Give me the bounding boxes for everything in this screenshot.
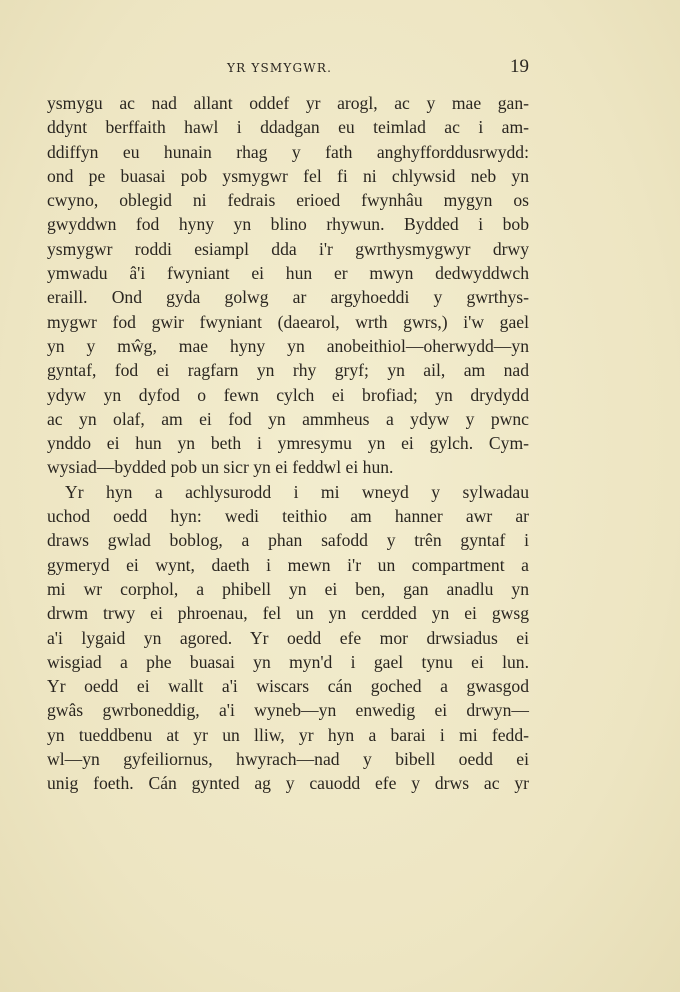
body-text xyxy=(47,91,529,796)
text-line: ond pe buasai pob ysmygwr fel fi ni chlywsid neb yn xyxy=(47,165,529,186)
running-head: YR YSMYGWR. xyxy=(227,61,333,75)
text-line: ddiffyn eu hunain rhag y fath anghyfforddusrwydd: xyxy=(47,141,529,162)
text-line: unig foeth. Cán gynted ag y cauodd efe y drws ac yr xyxy=(47,773,529,794)
text-line: gwâs gwrboneddig, a'i wyneb—yn enwedig ei drwyn— xyxy=(47,700,529,721)
text-line: wisgiad a phe buasai yn myn'd i gael tynu ei lun. xyxy=(47,651,529,672)
text-line: gyntaf, fod ei ragfarn yn rhy gryf; yn ail, am nad xyxy=(47,360,529,381)
text-line: cwyno, oblegid ni fedrais erioed fwynhâu mygyn os xyxy=(47,190,529,211)
page-header xyxy=(47,56,529,82)
text-line: gymeryd ei wynt, daeth i mewn i'r un compartment a xyxy=(47,554,529,575)
text-line: wl—yn gyfeiliornus, hwyrach—nad y bibell oedd ei xyxy=(47,749,529,770)
text-line: mygwr fod gwir fwyniant (daearol, wrth gwrs,) i'w gael xyxy=(47,311,529,332)
text-line: wysiad—bydded pob un sicr yn ei feddwl ei hun. xyxy=(47,457,394,478)
text-line: yn y mŵg, mae hyny yn anobeithiol—oherwydd—yn xyxy=(47,335,529,356)
text-line: uchod oedd hyn: wedi teithio am hanner awr ar xyxy=(47,506,529,527)
text-line: ynddo ei hun yn beth i ymresymu yn ei gylch. Cym- xyxy=(47,433,529,454)
text-line: ddynt berffaith hawl i ddadgan eu teimlad ac i am- xyxy=(47,117,529,138)
text-line: gwyddwn fod hyny yn blino rhywun. Bydded i bob xyxy=(47,214,529,235)
text-line: yn tueddbenu at yr un lliw, yr hyn a barai i mi fedd- xyxy=(47,724,529,745)
text-line: ysmygwr roddi esiampl dda i'r gwrthysmygwyr drwy xyxy=(47,238,529,259)
paragraph xyxy=(47,91,529,480)
text-line: eraill. Ond gyda golwg ar argyhoeddi y gwrthys- xyxy=(47,287,529,308)
text-line: a'i lygaid yn agored. Yr oedd efe mor drwsiadus ei xyxy=(47,627,529,648)
paragraph xyxy=(47,480,529,796)
text-line: ymwadu â'i fwyniant ei hun er mwyn dedwyddwch xyxy=(47,263,529,284)
text-line: Yr oedd ei wallt a'i wiscars cán goched a gwasgod xyxy=(47,676,529,697)
text-line: drwm trwy ei phroenau, fel un yn cerdded yn ei gwsg xyxy=(47,603,529,624)
text-line: draws gwlad boblog, a phan safodd y trên gyntaf i xyxy=(47,530,529,551)
text-line: ac yn olaf, am ei fod yn ammheus a ydyw y pwnc xyxy=(47,408,529,429)
text-line: ysmygu ac nad allant oddef yr arogl, ac y mae gan- xyxy=(47,93,529,113)
text-line: mi wr corphol, a phibell yn ei ben, gan anadlu yn xyxy=(47,578,529,599)
text-line: Yr hyn a achlysurodd i mi wneyd y sylwadau xyxy=(65,481,529,502)
page-number: 19 xyxy=(510,56,529,77)
text-line: ydyw yn dyfod o fewn cylch ei brofiad; yn drydydd xyxy=(47,384,529,405)
